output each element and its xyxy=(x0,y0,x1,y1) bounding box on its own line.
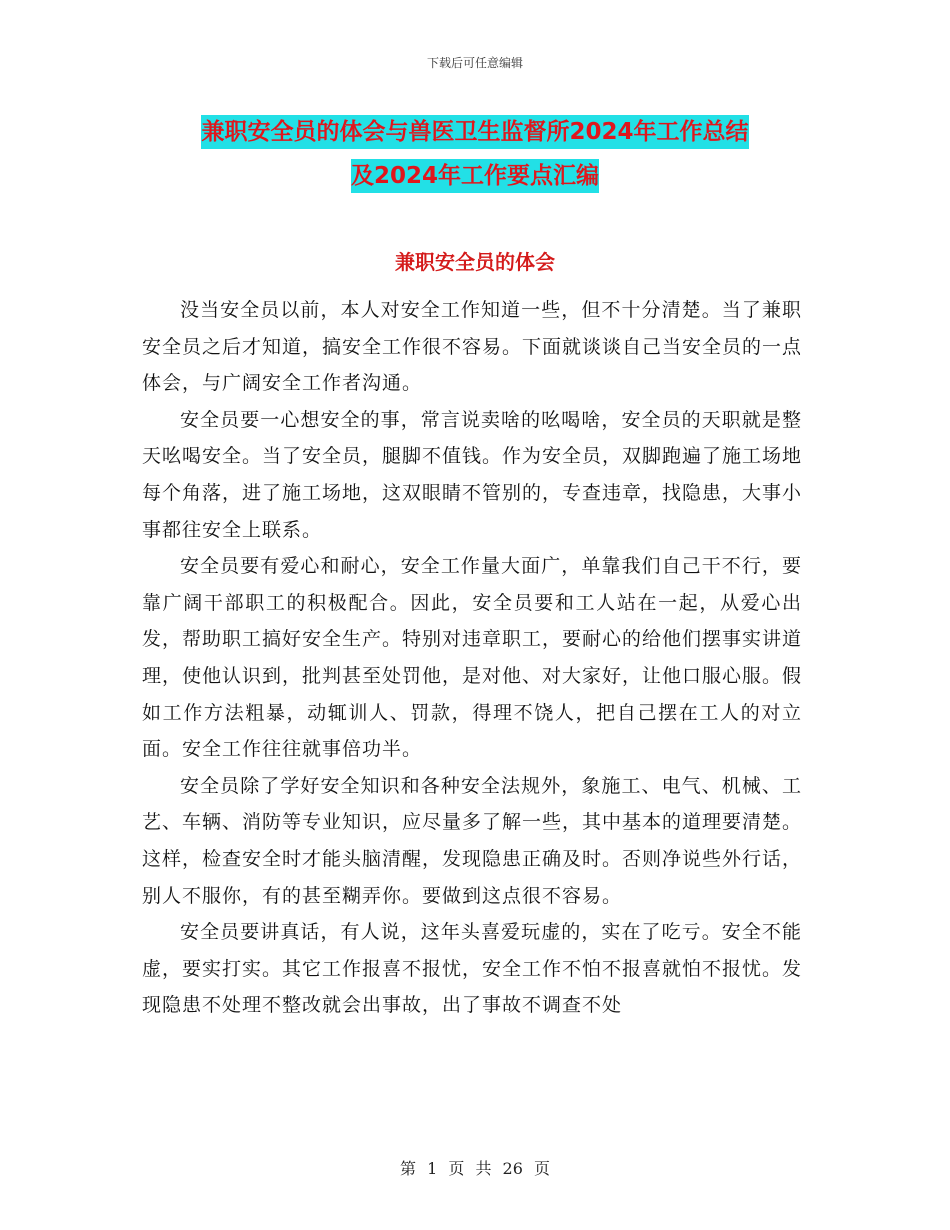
document-body xyxy=(142,292,802,1024)
paragraph: 安全员除了学好安全知识和各种安全法规外，象施工、电气、机械、工艺、车辆、消防等专业知识，应尽量多了解一些，其中基本的道理要清楚。这样，检查安全时才能头脑清醒，发现隐患正确及时。否则净说些外行话，别人不服你，有的甚至糊弄你。要做到这点很不容易。 xyxy=(142,774,803,907)
paragraph: 安全员要一心想安全的事，常言说卖啥的吆喝啥，安全员的天职就是整天吆喝安全。当了安全员，腿脚不值钱。作为安全员，双脚跑遍了施工场地每个角落，进了施工场地，这双眼睛不管别的，专查违章，找隐患，大事小事都往安全上联系。 xyxy=(142,408,803,541)
document-title xyxy=(130,110,820,198)
paragraph: 没当安全员以前，本人对安全工作知道一些，但不十分清楚。当了兼职安全员之后才知道，搞安全工作很不容易。下面就谈谈自己当安全员的一点体会，与广阔安全工作者沟通。 xyxy=(142,299,803,395)
document-title-line-2: 及2024年工作要点汇编 xyxy=(351,159,599,193)
document-title-line-1: 兼职安全员的体会与兽医卫生监督所2024年工作总结 xyxy=(201,115,748,149)
paragraph: 安全员要有爱心和耐心，安全工作量大面广，单靠我们自己干不行，要靠广阔干部职工的积极配合。因此，安全员要和工人站在一起，从爱心出发，帮助职工搞好安全生产。特别对违章职工，要耐心的给他们摆事实讲道理，使他认识到，批判甚至处罚他，是对他、对大家好，让他口服心服。假如工作方法粗暴，动辄训人、罚款，得理不饶人，把自己摆在工人的对立面。安全工作往往就事倍功半。 xyxy=(142,555,803,761)
page-header-note: 下载后可任意编辑 xyxy=(426,56,523,70)
section-title: 兼职安全员的体会 xyxy=(395,250,555,274)
page-footer: 第 1 页 共 26 页 xyxy=(400,1159,550,1178)
paragraph: 安全员要讲真话，有人说，这年头喜爱玩虚的，实在了吃亏。安全不能虚，要实打实。其它工作报喜不报忧，安全工作不怕不报喜就怕不报忧。发现隐患不处理不整改就会出事故，出了事故不调查不处 xyxy=(142,921,803,1017)
